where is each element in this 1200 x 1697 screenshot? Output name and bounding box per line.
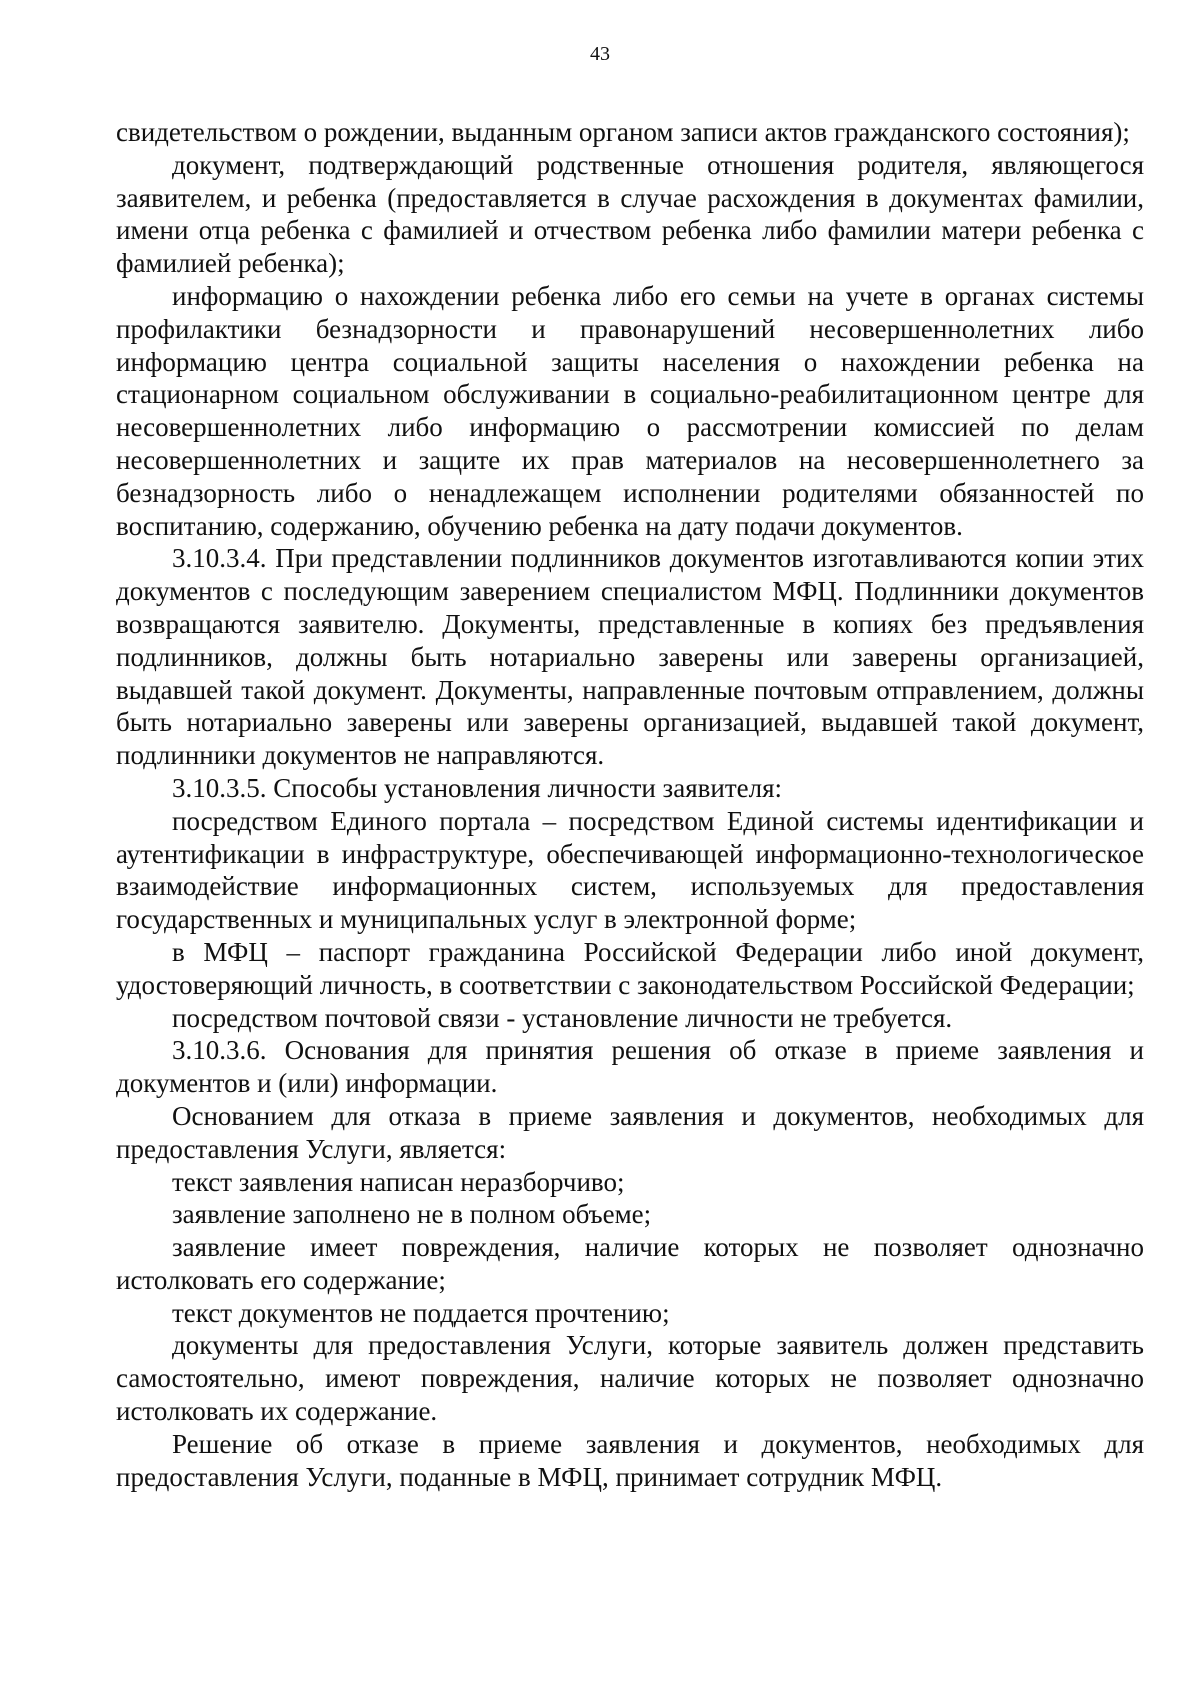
paragraph: 3.10.3.5. Способы установления личности заявителя: bbox=[172, 772, 783, 803]
paragraph: посредством почтовой связи - установление личности не требуется. bbox=[172, 1002, 953, 1033]
paragraph: 3.10.3.4. При представлении подлинников документов изготавливаются копии этих документов с последующим заверением специалистом МФЦ. Подлинники документов возвращаются заявителю. Документы, представленные в копиях без предъявления подлинников, должны быть нотариально заверены или заверены организацией, выдавшей такой документ. Документы, направленные почтовым отправлением, должны быть нотариально заверены или заверены организацией, выдавшей такой документ, подлинники документов не направляются. bbox=[116, 543, 1144, 771]
paragraph: документ, подтверждающий родственные отношения родителя, являющегося заявителем, и ребенка (предоставляется в случае расхождения в документах фамилии, имени отца ребенка с фамилией и отчеством ребенка либо фамилии матери ребенка с фамилией ребенка); bbox=[116, 149, 1144, 279]
paragraph: документы для предоставления Услуги, которые заявитель должен представить самостоятельно, имеют повреждения, наличие которых не позволяет однозначно истолковать их содержание. bbox=[116, 1330, 1144, 1427]
paragraph: текст документов не поддается прочтению; bbox=[172, 1297, 670, 1328]
paragraph: Решение об отказе в приеме заявления и документов, необходимых для предоставления Услуги, поданные в МФЦ, принимает сотрудник МФЦ. bbox=[116, 1428, 1144, 1492]
paragraph: Основанием для отказа в приеме заявления и документов, необходимых для предоставления Услуги, является: bbox=[116, 1100, 1144, 1164]
paragraph: 3.10.3.6. Основания для принятия решения об отказе в приеме заявления и документов и (или) информации. bbox=[116, 1035, 1144, 1099]
page-number: 43 bbox=[590, 43, 610, 65]
paragraph: посредством Единого портала – посредством Единой системы идентификации и аутентификации в инфраструктуре, обеспечивающей информационно-технологическое взаимодействие информационных систем, используемых для предоставления государственных и муниципальных услуг в электронной форме; bbox=[116, 805, 1144, 935]
paragraph: заявление имеет повреждения, наличие которых не позволяет однозначно истолковать его содержание; bbox=[116, 1232, 1144, 1295]
paragraph: текст заявления написан неразборчиво; bbox=[172, 1166, 625, 1197]
paragraph: информацию о нахождении ребенка либо его семьи на учете в органах системы профилактики безнадзорности и правонарушений несовершеннолетних либо информацию центра социальной защиты населения о нахождении ребенка на стационарном социальном обслуживании в социально-реабилитационном центре для несовершеннолетних либо информацию о рассмотрении комиссией по делам несовершеннолетних и защите их прав материалов на несовершеннолетнего за безнадзорность либо о ненадлежащем исполнении родителями обязанностей по воспитанию, содержанию, обучению ребенка на дату подачи документов. bbox=[116, 280, 1144, 541]
paragraph: заявление заполнено не в полном объеме; bbox=[172, 1199, 652, 1230]
document-body bbox=[116, 116, 1144, 1493]
paragraph: свидетельством о рождении, выданным органом записи актов гражданского состояния); bbox=[116, 117, 1130, 147]
paragraph: в МФЦ – паспорт гражданина Российской Федерации либо иной документ, удостоверяющий личность, в соответствии с законодательством Российской Федерации; bbox=[116, 936, 1144, 1000]
